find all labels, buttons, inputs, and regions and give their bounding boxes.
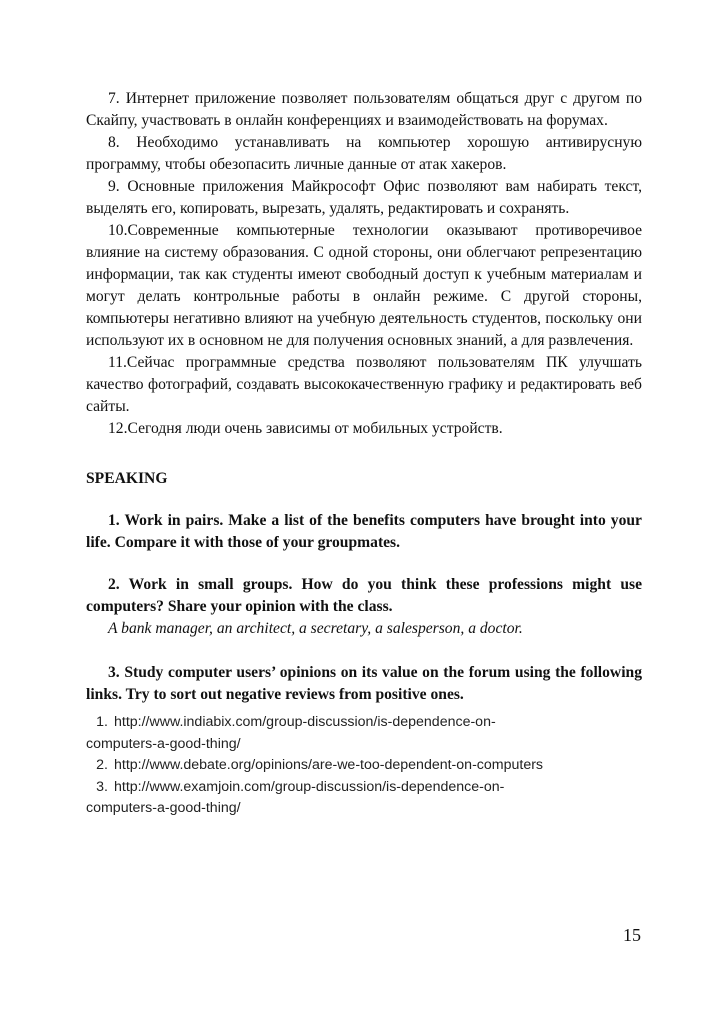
paragraph-9 xyxy=(86,176,642,220)
page-content xyxy=(86,88,642,820)
link-item xyxy=(86,777,642,820)
task-3 xyxy=(86,662,642,706)
task-number: 2. xyxy=(108,576,120,593)
professions-list: A bank manager, an architect, a secretary, a salesperson, a doctor. xyxy=(108,620,523,637)
link-url[interactable]: http://www.examjoin.com/group-discussion/is-dependence-on- xyxy=(114,778,505,795)
paragraph-12 xyxy=(86,418,642,440)
paragraph-number: 11. xyxy=(108,354,127,371)
paragraph-10 xyxy=(86,220,642,352)
paragraph-text: Современные компьютерные технологии оказывают противоречивое влияние на систему образования. С одной стороны, они облегчают репрезентацию информации, так как студенты имеют свободный доступ к учебным материалам и могут делать контрольные работы в онлайн режиме. С другой стороны, компьютеры негативно влияют на учебную деятельность студентов, поскольку они используют их в основном не для получения основных знаний, а для развлечения. xyxy=(86,222,642,349)
task-2 xyxy=(86,574,642,618)
link-item xyxy=(86,712,642,755)
link-url[interactable]: http://www.indiabix.com/group-discussion/is-dependence-on- xyxy=(114,714,496,730)
link-item xyxy=(86,755,642,777)
link-url-continuation[interactable]: computers-a-good-thing/ xyxy=(86,735,241,752)
paragraph-text: Необходимо устанавливать на компьютер хорошую антивирусную программу, чтобы обезопасить личные данные от атак хакеров. xyxy=(86,134,642,173)
link-number: 2. xyxy=(96,757,108,773)
link-url-continuation[interactable]: computers-a-good-thing/ xyxy=(86,800,241,816)
paragraph-text: Основные приложения Майкрософт Офис позволяют вам набирать текст, выделять его, копировать, вырезать, удалять, редактировать и сохранять. xyxy=(86,178,643,217)
paragraph-number: 7. xyxy=(108,90,120,107)
paragraph-number: 10. xyxy=(108,222,128,239)
paragraph-number: 9. xyxy=(108,178,120,195)
page-number: 15 xyxy=(623,925,641,945)
task-text: Work in pairs. Make a list of the benefits computers have brought into your life. Compare it with those of your groupmates. xyxy=(86,512,642,551)
paragraph-text: Сегодня люди очень зависимы от мобильных устройств. xyxy=(127,420,503,437)
link-number: 1. xyxy=(96,714,108,730)
paragraph-7 xyxy=(86,88,642,132)
paragraph-11 xyxy=(86,352,642,418)
paragraph-text: Сейчас программные средства позволяют пользователям ПК улучшать качество фотографий, создавать высококачественную графику и редактировать веб сайты. xyxy=(86,354,642,415)
link-list xyxy=(86,712,642,820)
link-number: 3. xyxy=(96,778,108,795)
paragraph-number: 12. xyxy=(108,420,128,437)
task-1 xyxy=(86,510,642,554)
paragraph-text: Интернет приложение позволяет пользователям общаться друг с другом по Скайпу, участвовать в онлайн конференциях и взаимодействовать на форумах. xyxy=(86,90,642,129)
task-text: Study computer users’ opinions on its value on the forum using the following links. Try to sort out negative reviews from positive ones. xyxy=(86,664,642,703)
task-text: Work in small groups. How do you think these professions might use computers? Share your opinion with the class. xyxy=(86,576,642,615)
link-url[interactable]: http://www.debate.org/opinions/are-we-too-dependent-on-computers xyxy=(114,757,544,773)
paragraph-number: 8. xyxy=(108,134,120,151)
paragraph-8 xyxy=(86,132,642,176)
task-number: 3. xyxy=(108,664,120,681)
task-number: 1. xyxy=(108,512,120,529)
section-heading: SPEAKING xyxy=(86,470,168,487)
